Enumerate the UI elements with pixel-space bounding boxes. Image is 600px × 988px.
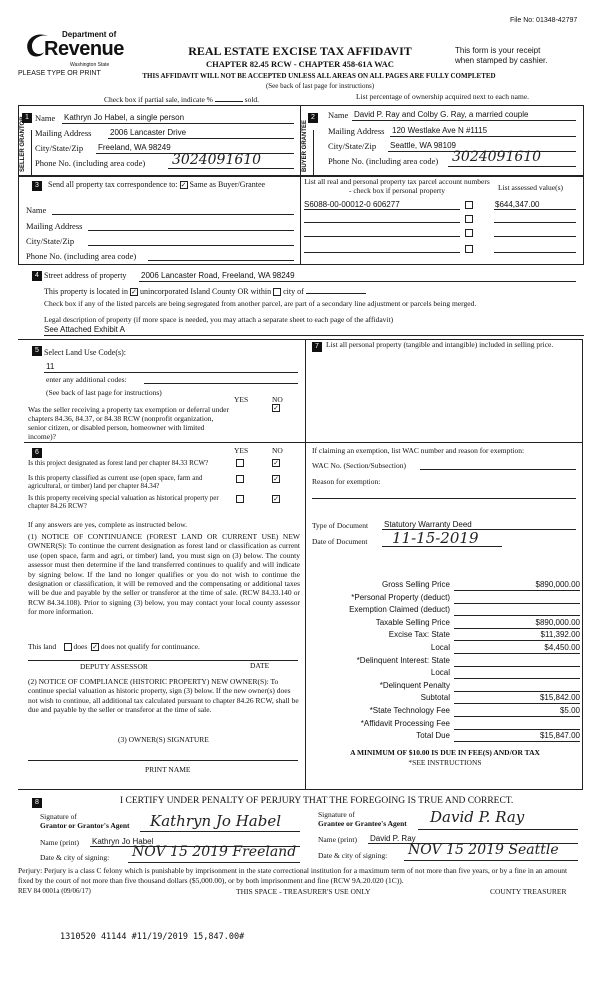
exemption-reason-label: Reason for exemption: xyxy=(312,477,381,486)
same-as-buyer-label: Same as Buyer/Grantee xyxy=(189,180,266,189)
legal-label: Legal description of property (if more space is needed, you may attach a separate sheet to each page of the affidavit) xyxy=(44,315,394,324)
current-use-no-checkbox[interactable]: ✓ xyxy=(273,475,279,483)
deputy-date-label: DATE xyxy=(250,661,270,670)
tax-row-label: *Delinquent Penalty xyxy=(379,680,450,690)
does-label: does xyxy=(73,642,88,651)
assessed-value[interactable]: $644,347.00 xyxy=(495,200,540,209)
notice-continuance: (1) NOTICE OF CONTINUANCE (FOREST LAND OR CURRENT USE) NEW OWNER(S): To continue the current designation as forest land or classification as current use (open space, farm and agri, or timber) land, you must sign on (3) below. The county assessor must then determine if the land transferred continues to qualify and will indicate by signing below. If the land no longer qualifies or you do not wish to continue the designation or classification, it will be removed and the compensating or additional taxes will be due and payable by the seller or transferor at the time of sale. (RCW 84.33.140 or RCW 84.34.108). Prior to signing (3) below, you may contact your local county assessor for more information. xyxy=(28,532,300,617)
cashier-stamp: 1310520 41144 #11/19/2019 15,847.00# xyxy=(60,932,245,942)
tax-row-label: Exemption Claimed (deduct) xyxy=(349,605,450,615)
seller-phone[interactable]: 3024091610 xyxy=(172,152,262,168)
current-use-question: Is this property classified as current use (open space, farm and agricultural, or timber) land per chapter 84.34? xyxy=(28,474,203,490)
grantor-name-label: Name (print) xyxy=(40,838,79,847)
print-name-label: PRINT NAME xyxy=(145,765,191,774)
located-mid: unincorporated Island County OR within xyxy=(139,287,272,296)
tax-row-value[interactable]: $890,000.00 xyxy=(454,580,580,591)
tax-row xyxy=(310,693,580,706)
personal-property-checkbox-3[interactable] xyxy=(465,229,473,237)
owner-signature-label: (3) OWNER(S) SIGNATURE xyxy=(118,735,209,744)
tax-row-value[interactable] xyxy=(454,605,580,616)
segregated-row xyxy=(44,299,476,308)
does-not-label: does not xyxy=(100,642,127,651)
wac-number-label: WAC No. (Section/Subsection) xyxy=(312,461,406,470)
seller-mailing-label: Mailing Address xyxy=(35,128,92,138)
buyer-name-label: Name xyxy=(328,110,349,120)
s6-no-header: NO xyxy=(272,446,283,455)
personal-property-checkbox-1[interactable] xyxy=(465,201,473,209)
grantor-sig-label-2: Grantor or Grantor's Agent xyxy=(40,821,130,830)
deputy-assessor-label: DEPUTY ASSESSOR xyxy=(80,662,148,671)
grantor-date-label: Date & city of signing: xyxy=(40,853,110,862)
buyer-name[interactable]: David P. Ray and Colby G. Ray, a married couple xyxy=(354,110,529,119)
page-subtitle: CHAPTER 82.45 RCW - CHAPTER 458-61A WAC xyxy=(206,59,394,69)
grantee-date-city[interactable]: NOV 15 2019 Seattle xyxy=(408,842,559,858)
grantor-date-city[interactable]: NOV 15 2019 Freeland xyxy=(132,844,297,860)
historic-no-checkbox[interactable]: ✓ xyxy=(273,495,279,503)
grantee-date-label: Date & city of signing: xyxy=(318,851,388,860)
tax-row-value[interactable] xyxy=(454,681,580,692)
corr-city-label: City/State/Zip xyxy=(26,236,75,246)
parcel-number[interactable]: S6088-00-00012-0 606277 xyxy=(304,200,400,209)
seller-mailing[interactable]: 2006 Lancaster Drive xyxy=(110,128,187,137)
buyer-phone[interactable]: 3024091610 xyxy=(452,149,542,165)
minimum-due-note: A MINIMUM OF $10.00 IS DUE IN FEE(S) AND/OR TAX xyxy=(350,748,540,757)
document-type-label: Type of Document xyxy=(312,521,369,530)
s5-no-header: NO xyxy=(272,395,283,404)
grantor-sig-label-1: Signature of xyxy=(40,812,77,821)
tax-row xyxy=(310,618,580,631)
seller-city[interactable]: Freeland, WA 98249 xyxy=(98,143,171,152)
receipt-note-2: when stamped by cashier. xyxy=(455,56,548,65)
historic-yes-checkbox[interactable] xyxy=(236,495,244,503)
grantee-print-name[interactable]: David P. Ray xyxy=(370,834,416,843)
located-suffix: city of xyxy=(283,287,304,296)
tax-row xyxy=(310,630,580,643)
warning-text: THIS AFFIDAVIT WILL NOT BE ACCEPTED UNLESS ALL AREAS ON ALL PAGES ARE FULLY COMPLETED xyxy=(142,72,496,80)
land-use-code[interactable]: 11 xyxy=(46,362,55,371)
tax-row xyxy=(310,593,580,606)
tax-row xyxy=(310,656,580,669)
tax-row-label: Taxable Selling Price xyxy=(375,617,450,627)
city-checkbox[interactable] xyxy=(273,288,281,296)
notice-compliance: (2) NOTICE OF COMPLIANCE (HISTORIC PROPERTY) NEW OWNER(S): To continue special valuation as historic property, sign (3) below. If the new owner(s) does not wish to continue, all additional tax calculated pursuant to chapter 84.26 RCW, shall be due and payable by the seller or transferor at the time of sale. xyxy=(28,677,299,715)
correspondence-label: Send all property tax correspondence to: xyxy=(48,180,178,189)
section5-see-back: (See back of last page for instructions) xyxy=(46,388,162,397)
buyer-phone-label: Phone No. (including area code) xyxy=(328,156,439,166)
file-number: File No: 01348-42797 xyxy=(510,17,578,24)
see-instructions-note: *SEE INSTRUCTIONS xyxy=(408,758,482,767)
perjury-notice: Perjury: Perjury is a class C felony which is punishable by imprisonment in the state correctional institution for a maximum term of not more than five years, or by a fine in an amount fixed by the court of not more than five thousand dollars ($5,000.00), or by both imprisonment and fine (RCW 9A.20.020 (1C)). xyxy=(18,866,568,885)
street-label: Street address of property xyxy=(44,271,127,280)
does-not-checkbox[interactable]: ✓ xyxy=(92,643,98,652)
tax-row-value[interactable]: $11,392.00 xyxy=(454,630,580,641)
tax-row-label: *Personal Property (deduct) xyxy=(351,592,450,602)
parcel-header: List all real and personal property tax parcel account numbers - check box if personal property xyxy=(304,177,490,195)
buyer-mailing[interactable]: 120 Westlake Ave N #1115 xyxy=(392,126,488,135)
forest-yes-checkbox[interactable] xyxy=(236,459,244,467)
personal-property-checkbox-4[interactable] xyxy=(465,245,473,253)
logo-revenue-text: Revenue xyxy=(44,38,124,60)
seller-side-label: SELLER GRANTOR xyxy=(20,116,26,172)
section-6-number: 6 xyxy=(32,448,42,458)
segregated-label: Check box if any of the listed parcels are being segregated from another parcel, are part of a secondary line adjustment or parcels being merged. xyxy=(44,299,477,308)
tax-row-label: Total Due xyxy=(416,731,450,741)
historic-question: Is this property receiving special valuation as historical property per chapter 84.26 RCW? xyxy=(28,494,219,510)
s6-yes-header: YES xyxy=(234,446,249,455)
seller-phone-label: Phone No. (including area code) xyxy=(35,158,146,168)
personal-property-checkbox-2[interactable] xyxy=(465,215,473,223)
partial-sale-label: Check box if partial sale, indicate % xyxy=(104,95,213,104)
tax-row-value[interactable]: $5.00 xyxy=(454,706,580,717)
tax-row-label: Gross Selling Price xyxy=(381,580,450,589)
exemption-question: Was the seller receiving a property tax exemption or deferral under chapters 84.36, 84.37, or 84.38 RCW (nonprofit organization, senior citizen, or disabled person, homeowner with limited income)? xyxy=(28,405,229,441)
street-address[interactable]: 2006 Lancaster Road, Freeland, WA 98249 xyxy=(141,271,295,280)
section-4-number: 4 xyxy=(32,271,42,281)
section-3-number: 3 xyxy=(32,181,42,191)
county-treasurer-label: COUNTY TREASURER xyxy=(490,887,567,896)
this-land-label: This land xyxy=(28,642,57,651)
correspondence-row xyxy=(48,180,265,189)
tax-row xyxy=(310,706,580,719)
section-1-number: 1 xyxy=(22,113,32,123)
assessed-header: List assessed value(s) xyxy=(498,183,563,192)
section-7-number: 7 xyxy=(312,342,322,352)
see-back-note: (See back of last page for instructions) xyxy=(265,82,375,90)
exemption-wac-label: If claiming an exemption, list WAC number and reason for exemption: xyxy=(312,446,525,455)
tax-row-value[interactable] xyxy=(454,668,580,679)
form-revision: REV 84 0001a (09/06/17) xyxy=(18,887,91,895)
tax-row-label: Local xyxy=(430,642,450,652)
same-as-buyer-checkbox[interactable]: ✓ xyxy=(180,181,187,190)
logo-department-text: Department of xyxy=(62,30,117,39)
current-use-yes-checkbox[interactable] xyxy=(236,475,244,483)
tax-row-value[interactable]: $890,000.00 xyxy=(454,618,580,629)
land-qualify-row xyxy=(28,642,200,651)
tax-row-value[interactable]: $15,842.00 xyxy=(454,693,580,704)
tax-row xyxy=(310,731,580,744)
tax-row xyxy=(310,580,580,593)
section-5-number: 5 xyxy=(32,346,42,356)
tax-row-value[interactable] xyxy=(454,656,580,667)
unincorporated-checkbox[interactable]: ✓ xyxy=(131,288,137,297)
seller-name-label: Name xyxy=(35,113,56,123)
additional-codes-label: enter any additional codes: xyxy=(46,375,127,384)
sold-label: sold. xyxy=(244,95,260,104)
legal-description[interactable]: See Attached Exhibit A xyxy=(44,325,125,334)
tax-calculation-table xyxy=(310,580,580,744)
corr-phone-label: Phone No. (including area code) xyxy=(26,251,137,261)
tax-row-label: *State Technology Fee xyxy=(369,705,450,715)
tax-row xyxy=(310,681,580,694)
buyer-city[interactable]: Seattle, WA 98109 xyxy=(390,141,456,150)
grantee-name-label: Name (print) xyxy=(318,835,357,844)
tax-row xyxy=(310,668,580,681)
please-type-note: PLEASE TYPE OR PRINT xyxy=(18,70,101,77)
grantee-signature[interactable]: David P. Ray xyxy=(430,808,525,826)
s5-yes-header: YES xyxy=(234,395,249,404)
tax-row-value[interactable] xyxy=(454,593,580,604)
tax-row-value[interactable]: $4,450.00 xyxy=(454,643,580,654)
buyer-side-label: BUYER GRANTEE xyxy=(302,119,308,172)
treasurer-use-label: THIS SPACE - TREASURER'S USE ONLY xyxy=(236,887,371,896)
tax-row-label: *Delinquent Interest: State xyxy=(356,655,450,665)
grantor-print-name[interactable]: Kathryn Jo Habel xyxy=(92,837,154,846)
page-title: REAL ESTATE EXCISE TAX AFFIDAVIT xyxy=(188,44,412,58)
forest-question: Is this project designated as forest land per chapter 84.33 RCW? xyxy=(28,459,209,467)
tax-row-label: *Affidavit Processing Fee xyxy=(360,718,450,728)
located-row xyxy=(44,287,366,296)
buyer-mailing-label: Mailing Address xyxy=(328,126,385,136)
land-use-label: Select Land Use Code(s): xyxy=(44,348,126,357)
located-prefix: This property is located in xyxy=(44,287,128,296)
document-type[interactable]: Statutory Warranty Deed xyxy=(384,520,472,529)
if-yes-note: If any answers are yes, complete as instructed below. xyxy=(28,520,188,529)
tax-row-label: Local xyxy=(430,668,450,678)
forest-no-checkbox[interactable]: ✓ xyxy=(273,459,279,467)
corr-mailing-label: Mailing Address xyxy=(26,221,83,231)
tax-row xyxy=(310,605,580,618)
grantor-signature[interactable]: Kathryn Jo Habel xyxy=(150,812,282,830)
logo-state-text: Washington State xyxy=(70,62,110,68)
grantee-sig-label-2: Grantee or Grantee's Agent xyxy=(318,819,407,828)
ownership-note: List percentage of ownership acquired next to each name. xyxy=(356,92,530,101)
grantee-sig-label-1: Signature of xyxy=(318,810,355,819)
seller-city-label: City/State/Zip xyxy=(35,143,84,153)
receipt-note-1: This form is your receipt xyxy=(455,46,541,55)
tax-row-label: Subtotal xyxy=(420,693,450,703)
tax-row-label: Excise Tax: State xyxy=(388,630,450,640)
certify-statement: I CERTIFY UNDER PENALTY OF PERJURY THAT THE FOREGOING IS TRUE AND CORRECT. xyxy=(120,796,514,806)
does-checkbox[interactable] xyxy=(64,643,72,651)
document-date-label: Date of Document xyxy=(312,537,368,546)
qualify-label: qualify for continuance. xyxy=(127,642,200,651)
document-date[interactable]: 11-15-2019 xyxy=(392,529,479,547)
personal-property-label: List all personal property (tangible and intangible) included in selling price. xyxy=(326,340,554,349)
buyer-city-label: City/State/Zip xyxy=(328,141,377,151)
section-2-number: 2 xyxy=(308,113,318,123)
tax-row-value[interactable]: $15,847.00 xyxy=(454,731,580,742)
seller-name[interactable]: Kathryn Jo Habel, a single person xyxy=(64,113,185,122)
corr-name-label: Name xyxy=(26,205,47,215)
tax-row-value[interactable] xyxy=(454,719,580,730)
section-8-number: 8 xyxy=(32,798,42,808)
exemption-no-checkbox[interactable]: ✓ xyxy=(273,404,279,412)
department-of-revenue-logo xyxy=(22,28,122,70)
tax-row xyxy=(310,643,580,656)
tax-row xyxy=(310,719,580,732)
partial-sale-row xyxy=(104,95,259,104)
